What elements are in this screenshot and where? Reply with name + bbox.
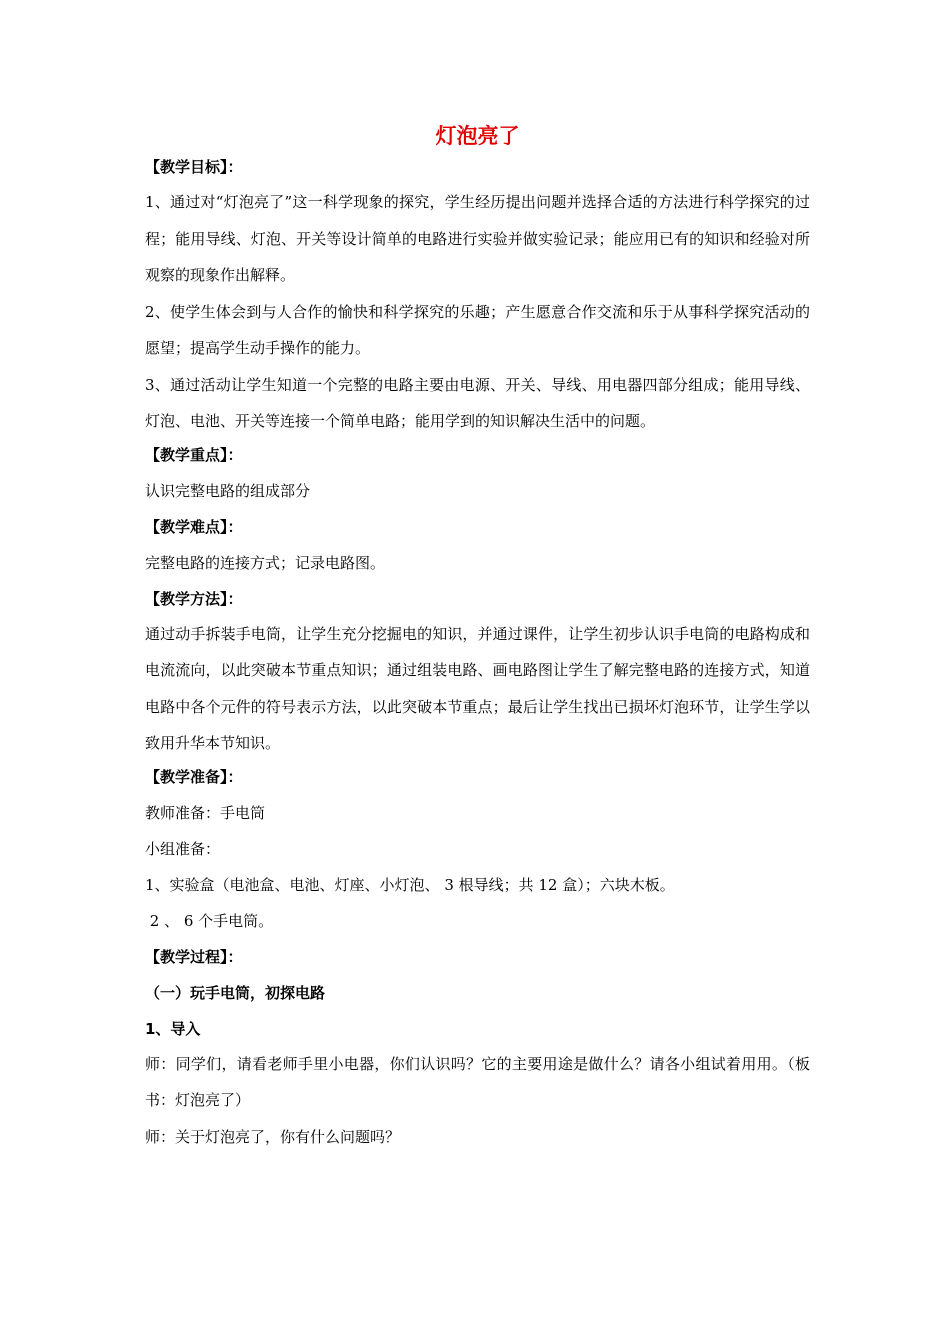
process-section-title: （一）玩手电筒，初探电路 [145, 983, 326, 1002]
method-text: 通过动手拆装手电筒，让学生充分挖掘电的知识，并通过课件，让学生初步认识手电筒的电路构成和电流流向，以此突破本节重点知识；通过组装电路、画电路图让学生了解完整电路的连接方式，知道电路中各个元件的符号表示方法，以此突破本节重点；最后让学生找出已损坏灯泡环节，让学生学以致用升华本节知识。 [145, 624, 810, 752]
process-line-2: 师：关于灯泡亮了，你有什么问题吗？ [145, 1127, 401, 1146]
goal-item-3: 3、通过活动让学生知道一个完整的电路主要由电源、开关、导线、用电器四部分组成；能用导线、灯泡、电池、开关等连接一个简单电路；能用学到的知识解决生活中的问题。 [145, 375, 810, 430]
goal-item-1: 1、通过对“灯泡亮了”这一科学现象的探究，学生经历提出问题并选择合适的方法进行科学探究的过程；能用导线、灯泡、开关等设计简单的电路进行实验并做实验记录；能应用已有的知识和经验对所观察的现象作出解释。 [145, 193, 810, 284]
difficulty-heading: 【教学难点】： [145, 517, 243, 536]
process-heading: 【教学过程】： [145, 947, 243, 966]
document-title: 灯泡亮了 [435, 124, 520, 148]
goal-item-2: 2、使学生体会到与人合作的愉快和科学探究的乐趣；产生愿意合作交流和乐于从事科学探究活动的愿望；提高学生动手操作的能力。 [145, 302, 810, 357]
group-preparation: 小组准备： [145, 839, 221, 858]
teacher-preparation: 教师准备：手电筒 [145, 803, 266, 822]
preparation-heading: 【教学准备】： [145, 767, 243, 786]
preparation-item-1: 1、实验盒（电池盒、电池、灯座、小灯泡、 3 根导线；共 12 盒）；六块木板。 [145, 875, 675, 894]
process-step-title: 1、导入 [145, 1019, 201, 1038]
preparation-item-2: 2 、 6 个手电筒。 [145, 911, 274, 930]
method-heading: 【教学方法】： [145, 589, 243, 608]
process-line-1: 师：同学们，请看老师手里小电器，你们认识吗？它的主要用途是做什么？请各小组试着用用。（板书：灯泡亮了） [145, 1054, 810, 1109]
difficulty-text: 完整电路的连接方式；记录电路图。 [145, 553, 386, 572]
key-point-text: 认识完整电路的组成部分 [145, 481, 311, 500]
goals-heading: 【教学目标】： [145, 158, 243, 176]
key-point-heading: 【教学重点】： [145, 445, 243, 464]
document-page [145, 118, 810, 1155]
